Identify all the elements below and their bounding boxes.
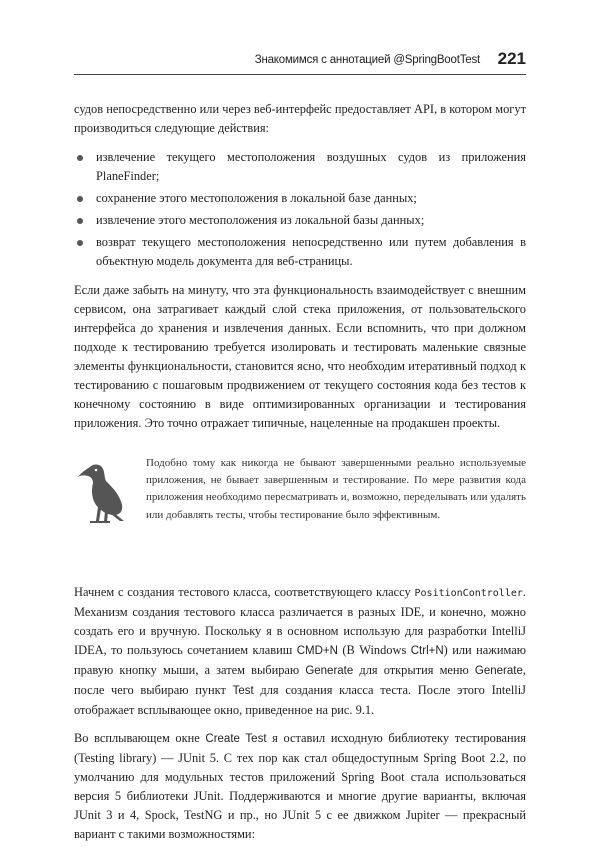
note-text: Подобно тому как никогда не бывают завершенными реально используемые приложения, не бывает завершенным и тестирование. По мере развития кода приложения необходимо пересматривать и, возможно, переделывать или удалять или добавлять тесты, чтобы тестирование было эффективным. xyxy=(146,457,526,521)
text-run: для открытия меню xyxy=(353,663,475,677)
list-item xyxy=(74,189,526,208)
menu-item-generate: Generate xyxy=(305,665,354,677)
test-class-paragraph xyxy=(74,583,526,720)
list-item xyxy=(74,211,526,230)
list-item-text: извлечение этого местоположения из локальной базы данных; xyxy=(96,213,425,227)
text-run: . Механизм создания тестового класса различается в разных IDE, и конечно, можно создать его и вручную. Поскольку я в основном использую для разработки IntelliJ IDEA, то пользуюсь сочетанием клавиш xyxy=(74,585,526,657)
list-item-text: извлечение текущего местоположения воздушных судов из приложения PlaneFinder; xyxy=(96,150,526,183)
shortcut-key-windows: Ctrl+N xyxy=(410,645,444,657)
menu-item-test: Test xyxy=(232,685,254,697)
text-run: для создания класса теста. После этого IntelliJ отображает всплывающее окно, приведенное на рис. 9.1. xyxy=(74,683,526,717)
text-run: (В Windows xyxy=(337,643,411,657)
bullet-icon xyxy=(77,240,83,246)
code-class-name: PositionController xyxy=(414,588,523,599)
bullet-icon xyxy=(77,218,83,224)
dialog-name: Create Test xyxy=(205,733,267,745)
create-test-paragraph xyxy=(74,729,526,844)
chapter-title: Знакомимся с аннотацией @SpringBootTest xyxy=(254,54,480,66)
list-item xyxy=(74,233,526,271)
shortcut-key: CMD+N xyxy=(296,645,338,657)
list-item-text: возврат текущего местоположения непосредственно или путем добавления в объектную модель документа для веб-страницы. xyxy=(96,235,526,268)
list-item xyxy=(74,148,526,186)
bullet-icon xyxy=(77,155,83,161)
running-header xyxy=(74,48,526,75)
raven-icon xyxy=(74,461,126,527)
text-run: я оставил исходную библиотеку тестирования (Testing library) — JUnit 5. С тех пор как стал общедоступным Spring Boot 2.2, по умолчанию для модульных тестов приложений Spring Boot стала использоваться версия 5 библиотеки JUnit. Поддерживаются и многие другие варианты, включая JUnit 3 и 4, Spock, TestNG и пр., но JUnit 5 с ее движком Jupiter — прекрасный вариант с такими возможностями: xyxy=(74,731,527,841)
list-item-text: сохранение этого местоположения в локальной базе данных; xyxy=(96,191,417,205)
text-run: Начнем с создания тестового класса, соответствующего классу xyxy=(74,585,415,599)
page-number: 221 xyxy=(497,49,526,68)
menu-generate: Generate xyxy=(474,665,523,677)
main-paragraph: Если даже забыть на минуту, что эта функциональность взаимодействует с внешним сервисом, она затрагивает каждый слой стека приложения, от пользовательского интерфейса до хранения и извлечения данных. Если вспомнить, что при должном подходе к тестированию требуется изолировать и тестировать маленькие связные элементы функциональности, становится ясно, что необходим итеративный подход к тестированию с пошаговым продвижением от текущего состояния кода без тестов к конечному состоянию в виде оптимизированных организации и тестирования приложения. Это точно отражает типичные, нацеленные на продакшен проекты. xyxy=(74,283,526,430)
bullet-list xyxy=(74,148,526,271)
text-run: Во всплывающем окне xyxy=(74,731,206,745)
note-box xyxy=(74,455,526,551)
intro-paragraph: судов непосредственно или через веб-интерфейс предоставляет API, в котором могут производиться следующие действия: xyxy=(74,102,526,135)
text-run: , после чего выбираю пункт xyxy=(74,663,526,697)
page-body xyxy=(74,100,526,844)
bullet-icon xyxy=(77,196,83,202)
text-run: ) или нажимаю правую кнопку мыши, а затем выбираю xyxy=(74,643,526,677)
